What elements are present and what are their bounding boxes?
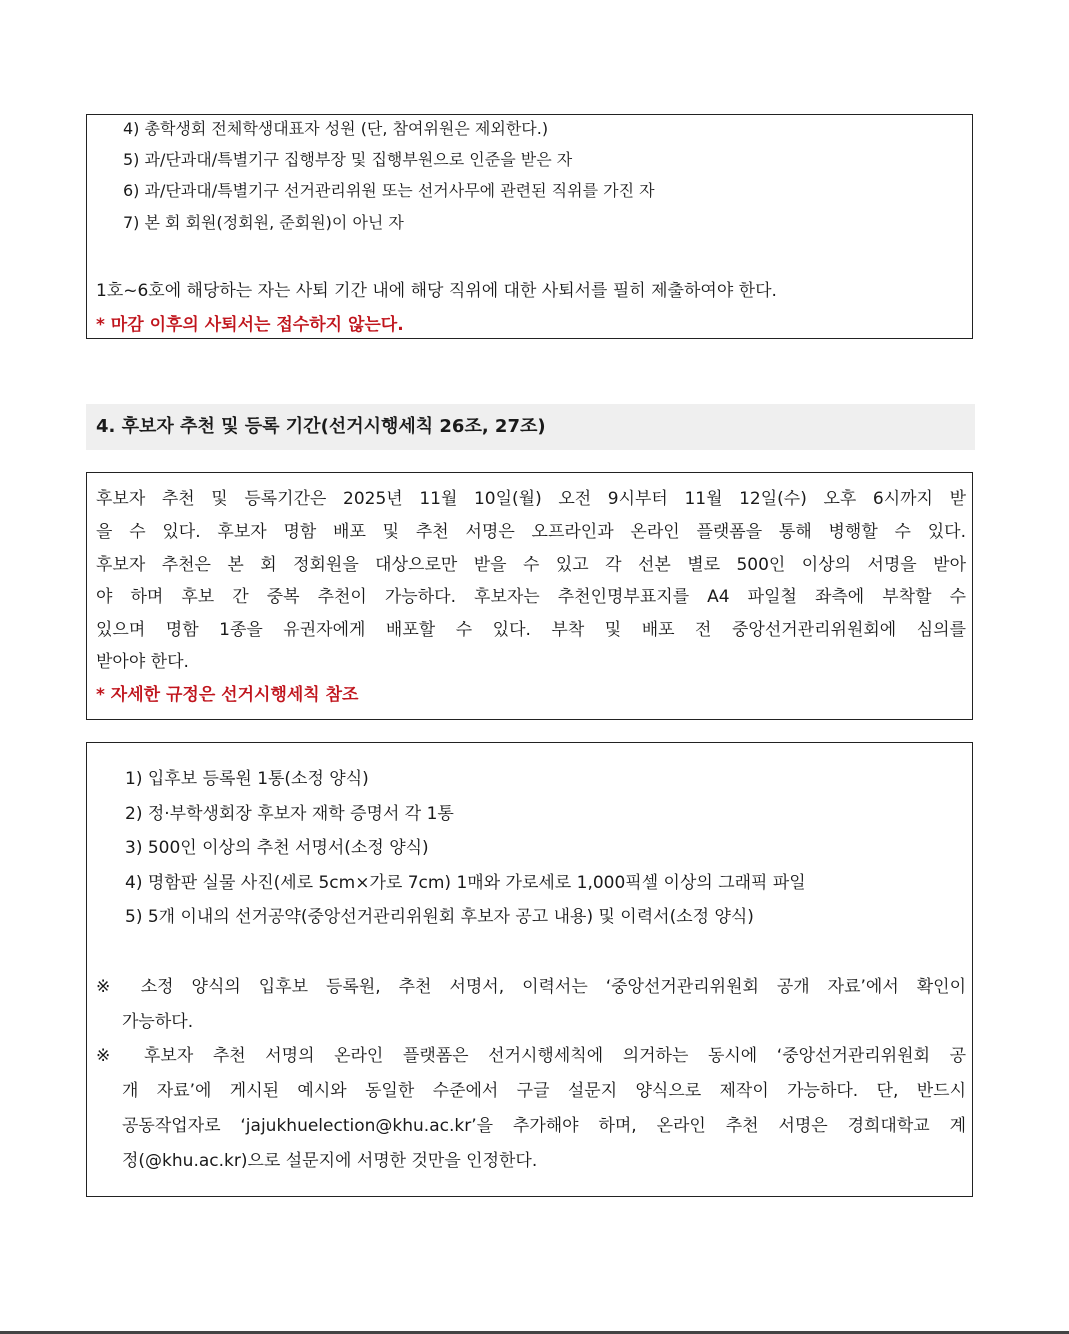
- resignation-note: 1호~6호에 해당하는 자는 사퇴 기간 내에 해당 직위에 대한 사퇴서를 필히 제출하여야 한다.: [96, 281, 777, 301]
- list-item: 1) 입후보 등록원 1통(소정 양식): [125, 769, 369, 789]
- section-title: 4. 후보자 추천 및 등록 기간(선거시행세칙 26조, 27조): [96, 416, 546, 437]
- list-item: 4) 총학생회 전체학생대표자 성원 (단, 참여위원은 제외한다.): [123, 119, 549, 138]
- rules-warning: * 자세한 규정은 선거시행세칙 참조: [96, 685, 359, 705]
- form-note-line: ※ 소정 양식의 입후보 등록원, 추천 서명서, 이력서는 ‘중앙선거관리위원회 공개 자료’에서 확인이: [96, 977, 966, 997]
- list-item: 5) 5개 이내의 선거공약(중앙선거관리위원회 후보자 공고 내용) 및 이력서(소정 양식): [125, 907, 754, 927]
- list-item: 4) 명함판 실물 사진(세로 5cm×가로 7cm) 1매와 가로세로 1,000픽셀 이상의 그래픽 파일: [125, 873, 806, 893]
- paragraph-line: 후보자 추천 및 등록기간은 2025년 11월 10일(월) 오전 9시부터 11월 12일(수) 오후 6시까지 받: [96, 489, 966, 509]
- list-item: 2) 정·부학생회장 후보자 재학 증명서 각 1통: [125, 804, 454, 824]
- online-note-line: ※ 후보자 추천 서명의 온라인 플랫폼은 선거시행세칙에 의거하는 동시에 ‘중앙선거관리위원회 공: [96, 1046, 966, 1066]
- online-note-line: 공동작업자로 ‘jajukhuelection@khu.ac.kr’을 추가해야 하며, 온라인 추천 서명은 경희대학교 계: [122, 1116, 966, 1136]
- list-item: 6) 과/단과대/특별기구 선거관리위원 또는 선거사무에 관련된 직위를 가진 자: [123, 181, 655, 200]
- list-item: 3) 500인 이상의 추천 서명서(소정 양식): [125, 838, 429, 858]
- list-item: 7) 본 회 회원(정회원, 준회원)이 아닌 자: [123, 213, 404, 232]
- paragraph-line: 야 하며 후보 간 중복 추천이 가능하다. 후보자는 추천인명부표지를 A4 파일철 좌측에 부착할 수: [96, 587, 966, 607]
- required-documents-box: [86, 742, 973, 1197]
- paragraph-line: 을 수 있다. 후보자 명함 배포 및 추천 서명은 오프라인과 온라인 플랫폼을 통해 병행할 수 있다.: [96, 522, 966, 542]
- paragraph-line: 받아야 한다.: [96, 652, 189, 672]
- form-note-line: 가능하다.: [122, 1012, 194, 1032]
- online-note-line: 개 자료’에 게시된 예시와 동일한 수준에서 구글 설문지 양식으로 제작이 가능하다. 단, 반드시: [122, 1081, 966, 1101]
- list-item: 5) 과/단과대/특별기구 집행부장 및 집행부원으로 인준을 받은 자: [123, 150, 573, 169]
- paragraph-line: 있으며 명함 1종을 유권자에게 배포할 수 있다. 부착 및 배포 전 중앙선거관리위원회에 심의를: [96, 620, 966, 640]
- section-heading: [86, 404, 975, 450]
- ineligibility-box: [86, 114, 973, 339]
- online-note-line: 정(@khu.ac.kr)으로 설문지에 서명한 것만을 인정한다.: [122, 1151, 538, 1171]
- resignation-warning: * 마감 이후의 사퇴서는 접수하지 않는다.: [96, 315, 404, 335]
- registration-period-box: [86, 472, 973, 720]
- paragraph-line: 후보자 추천은 본 회 정회원을 대상으로만 받을 수 있고 각 선본 별로 500인 이상의 서명을 받아: [96, 555, 966, 575]
